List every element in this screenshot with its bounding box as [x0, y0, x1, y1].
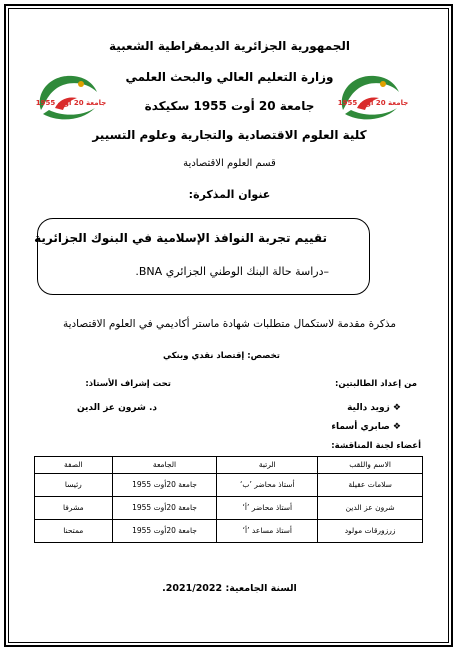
department-line: قسم العلوم الاقتصادية — [183, 158, 276, 169]
table-row — [35, 473, 423, 496]
committee-header-rank: الرتبة — [217, 457, 318, 474]
committee-cell: جامعة 20أوت 1955 — [112, 473, 217, 496]
committee-cell: أستاذ مساعد ’أ‘ — [217, 519, 318, 542]
memo-specialty: تخصص: إقتصاد نقدي وبنكي — [163, 351, 280, 361]
logo-text-left: جامعة 20 أوت 1955 — [35, 99, 107, 107]
logo-green-arc — [345, 108, 397, 119]
republic-line: الجمهورية الجزائرية الديمقراطية الشعبية — [108, 39, 351, 53]
committee-header-university: الجامعة — [112, 457, 217, 474]
committee-header-row — [35, 457, 423, 474]
committee-cell: رئيسا — [35, 473, 113, 496]
ministry-line: وزارة التعليم العالي والبحث العلمي — [125, 70, 334, 84]
faculty-line: كلية العلوم الاقتصادية والتجارية وعلوم التسيير — [92, 128, 367, 142]
bullet-icon: ❖ — [392, 403, 401, 413]
student-name-1-text: زويد دالية — [347, 403, 390, 413]
academic-year: السنة الجامعية: 2021/2022. — [162, 583, 297, 594]
committee-cell: جامعة 20أوت 1955 — [112, 519, 217, 542]
supervisor-name: د. شرون عز الدين — [76, 403, 157, 413]
committee-cell: ممتحنا — [35, 519, 113, 542]
committee-cell: مشرفا — [35, 496, 113, 519]
student-name-2-text: صابري أسماء — [331, 422, 390, 432]
committee-cell: شرون عز الدين — [318, 496, 423, 519]
logo-gold-dot — [380, 81, 386, 87]
memo-subtitle: –دراسة حالة البنك الوطني الجزائري BNA. — [135, 265, 329, 278]
student-name-1 — [347, 403, 401, 413]
committee-table — [34, 456, 423, 543]
students-label: من إعداد الطالبتين: — [335, 379, 417, 389]
committee-cell: أستاذ محاضر ’ب‘ — [217, 473, 318, 496]
student-name-2 — [331, 422, 401, 432]
memo-purpose: مذكرة مقدمة لاستكمال متطلبات شهادة ماستر أكاديمي في العلوم الاقتصادية — [62, 318, 397, 330]
university-logo-right — [335, 70, 409, 125]
committee-header-role: الصفة — [35, 457, 113, 474]
table-row — [35, 519, 423, 542]
committee-cell: سلامات عقيلة — [318, 473, 423, 496]
committee-label: أعضاء لجنة المناقشة: — [331, 441, 421, 451]
logo-green-arc — [43, 108, 95, 119]
table-row — [35, 496, 423, 519]
memo-title: تقييم تجربة النوافذ الإسلامية في البنوك الجزائرية — [34, 231, 327, 245]
committee-cell: جامعة 20أوت 1955 — [112, 496, 217, 519]
supervisor-label: تحت إشراف الأستاذ: — [85, 379, 171, 389]
committee-header-name: الاسم واللقب — [318, 457, 423, 474]
memo-title-label: عنوان المذكرة: — [188, 188, 271, 201]
logo-gold-dot — [78, 81, 84, 87]
committee-cell: أستاذ محاضر ’أ‘ — [217, 496, 318, 519]
university-logo-left — [33, 70, 107, 125]
university-line: جامعة 20 أوت 1955 سكيكدة — [144, 99, 315, 113]
memo-title-box — [34, 218, 370, 295]
logo-text-right: جامعة 20 أوت 1955 — [337, 99, 409, 107]
bullet-icon: ❖ — [392, 422, 401, 432]
committee-cell: زرزورقات مولود — [318, 519, 423, 542]
